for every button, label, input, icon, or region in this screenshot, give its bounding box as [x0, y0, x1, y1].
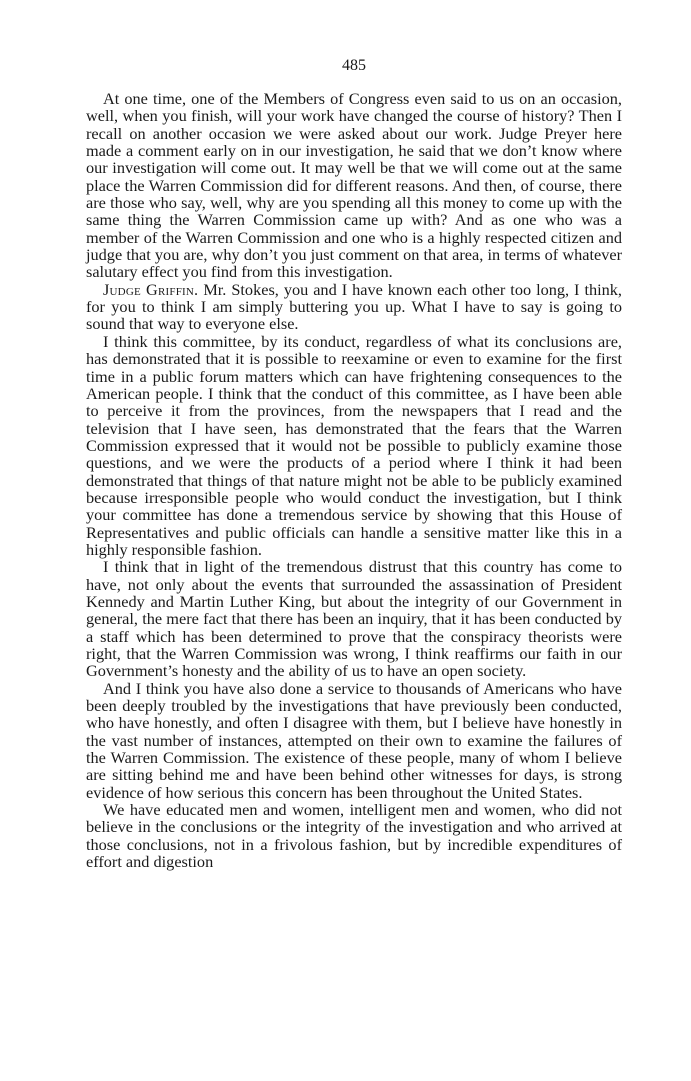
page-number: 485 [342, 57, 366, 74]
paragraph-1 [86, 90, 622, 281]
paragraph-6-text: We have educated men and women, intelligent men and women, who did not believe in the conclusions or the integrity of the investigation and who arrived at those conclusions, not in a frivolous fashion, but by incredible expenditures of effort and digestion [86, 800, 622, 872]
paragraph-5-text: And I think you have also done a service to thousands of Americans who have been deeply troubled by the investigations that have previously been conducted, who have honestly, and often I disagree with them, but I believe have honestly in the vast number of instances, attempted on their own to examine the failures of the Warren Commission. The existence of these people, many of whom I believe are sitting behind me and have been behind other witnesses for days, is strong evidence of how serious this concern has been throughout the United States. [86, 678, 622, 802]
paragraph-6 [86, 801, 622, 870]
paragraph-2 [86, 281, 622, 333]
paragraph-4 [86, 558, 622, 679]
paragraph-1-text: At one time, one of the Members of Congress even said to us on an occasion, well, when you finish, will your work have changed the course of history? Then I recall on another occasion we were asked about our work. Judge Preyer here made a comment early on in our investigation, he said that we don’t know where our investigation will come out. It may well be that we will come out at the same place the Warren Commission did for different reasons. And then, of course, there are those who say, well, why are you spending all this money to come up with the same thing the Warren Commission came up with? And as one who was a member of the Warren Commission and one who is a highly respected citizen and judge that you are, why don’t you just comment on that area, in terms of whatever salutary effect you find from this investigation. [86, 89, 622, 282]
speaker-name: Judge Griffin. [103, 279, 199, 299]
paragraph-5 [86, 680, 622, 801]
paragraph-4-text: I think that in light of the tremendous distrust that this country has come to have, not only about the events that surrounded the assassination of President Kennedy and Martin Luther King, but about the integrity of our Government in general, the mere fact that there has been an inquiry, that it has been conducted by a staff which has been determined to prove that the conspiracy theorists were right, that the Warren Commission was wrong, I think reaffirms our faith in our Government’s honesty and the ability of us to have an open society. [86, 557, 622, 681]
document-page [86, 56, 622, 870]
paragraph-2-text: Mr. Stokes, you and I have known each other too long, I think, for you to think I am simply buttering you up. What I have to say is going to sound that way to everyone else. [86, 279, 622, 334]
paragraph-3 [86, 333, 622, 558]
paragraph-3-text: I think this committee, by its conduct, regardless of what its conclusions are, has demonstrated that it is possible to reexamine or even to examine for the first time in a public forum matters which can have frightening consequences to the American people. I think that the conduct of this committee, as I have been able to perceive it from the provinces, from the newspapers that I read and the television that I have seen, has demonstrated that the fears that the Warren Commission expressed that it would not be possible to publicly examine those questions, and we were the products of a period where I think it had been demonstrated that things of that nature might not be able to be publicly examined because irresponsible people who would conduct the investigation, but I think your committee has done a tremendous service by showing that this House of Representatives and public officials can handle a sensitive matter like this in a highly responsible fashion. [86, 331, 622, 559]
